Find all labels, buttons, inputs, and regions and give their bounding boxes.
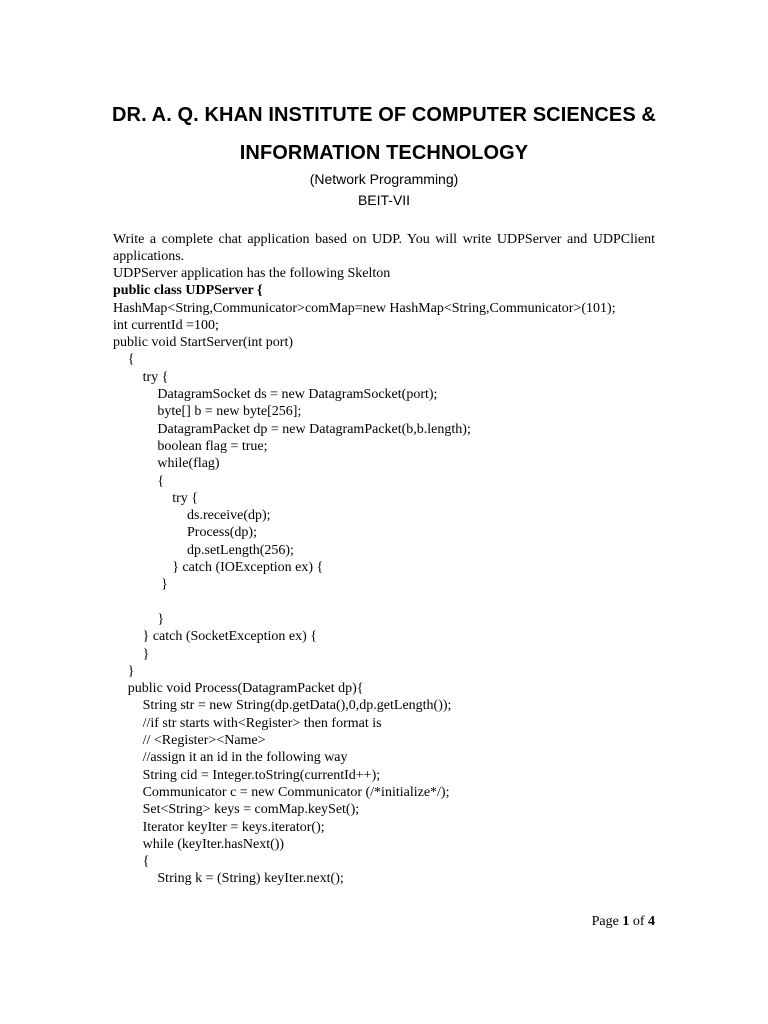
code-line: while(flag) (157, 456, 220, 472)
page-total: 4 (648, 914, 655, 929)
code-line: try { (172, 490, 198, 506)
code-line: DatagramPacket dp = new DatagramPacket(b,b.length); (157, 421, 471, 437)
code-line (113, 594, 673, 611)
code-line: // <Register><Name> (142, 733, 266, 749)
page-of-label: of (632, 914, 645, 929)
code-line: Communicator c = new Communicator (/*initialize*/); (142, 784, 450, 800)
code-listing (113, 265, 673, 888)
code-line: String str = new String(dp.getData(),0,dp.getLength()); (142, 698, 452, 714)
code-line: UDPServer application has the following Skelton (113, 266, 391, 281)
assignment-intro: Write a complete chat application based on UDP. You will write UDPServer and UDPClient applications. (113, 232, 655, 264)
code-line: } (161, 577, 168, 593)
institute-title-line2: INFORMATION TECHNOLOGY (239, 142, 529, 164)
code-line: } catch (IOException ex) { (172, 560, 324, 576)
code-line: Iterator keyIter = keys.iterator(); (142, 819, 325, 835)
code-line: String k = (String) keyIter.next(); (157, 871, 344, 887)
course-subtitle: (Network Programming) (309, 171, 459, 187)
code-line: //assign it an id in the following way (142, 750, 348, 766)
code-line: } (142, 646, 150, 662)
code-line: { (157, 473, 165, 489)
code-line: } (127, 663, 135, 679)
page-current: 1 (622, 914, 630, 929)
institute-title-line1: DR. A. Q. KHAN INSTITUTE OF COMPUTER SCIENCES & (112, 104, 656, 126)
code-line: int currentId =100; (113, 317, 219, 333)
code-line: { (142, 854, 150, 870)
page-footer (592, 914, 655, 930)
code-line: boolean flag = true; (157, 438, 268, 454)
page-label: Page (591, 914, 619, 929)
code-line: ds.receive(dp); (187, 508, 271, 524)
code-line: String cid = Integer.toString(currentId++); (142, 767, 381, 783)
class-code: BEIT-VII (357, 192, 411, 208)
code-line: //if str starts with<Register> then format is (142, 715, 382, 731)
code-line: Set<String> keys = comMap.keySet(); (142, 802, 360, 818)
code-line: dp.setLength(256); (187, 542, 294, 558)
code-line: { (127, 352, 135, 368)
code-line: Process(dp); (187, 525, 257, 541)
code-line: byte[] b = new byte[256]; (157, 404, 302, 420)
code-line: HashMap<String,Communicator>comMap=new HashMap<String,Communicator>(101); (113, 300, 616, 316)
code-line: } catch (SocketException ex) { (142, 629, 317, 645)
code-line: public class UDPServer { (113, 283, 263, 299)
code-line: DatagramSocket ds = new DatagramSocket(port); (157, 387, 438, 403)
code-line: } (157, 611, 165, 627)
code-line: public void Process(DatagramPacket dp){ (127, 681, 364, 697)
code-line: try { (142, 369, 169, 385)
code-line: public void StartServer(int port) (113, 335, 294, 351)
code-line: while (keyIter.hasNext()) (142, 836, 285, 852)
